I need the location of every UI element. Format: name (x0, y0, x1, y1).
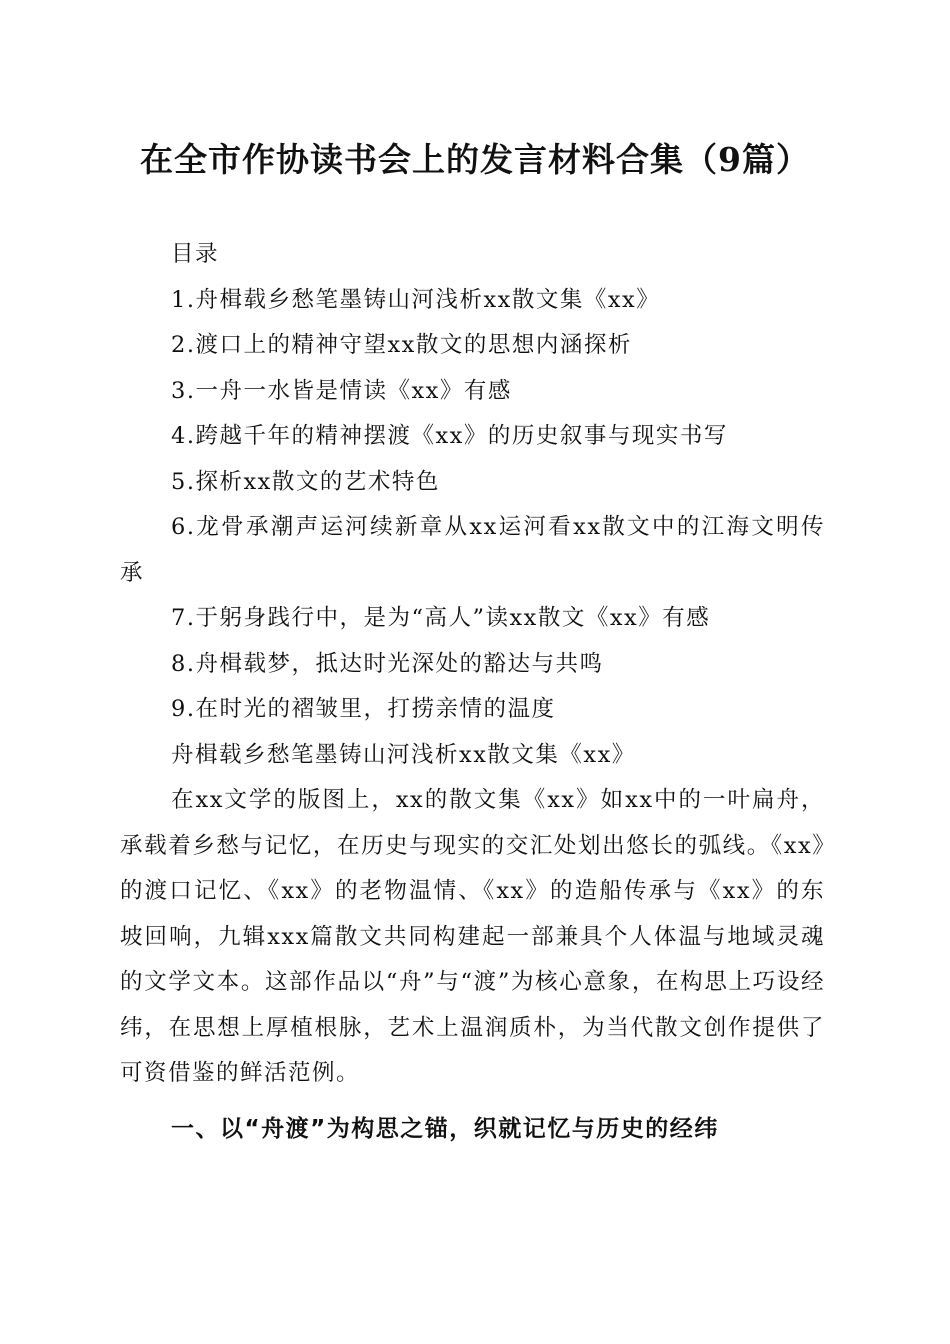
toc-item: 1.舟楫载乡愁笔墨铸山河浅析xx散文集《xx》 (171, 286, 661, 313)
toc-item: 9.在时光的褶皱里，打捞亲情的温度 (171, 696, 556, 722)
toc-item: 4.跨越千年的精神摆渡《xx》的历史叙事与现实书写 (171, 423, 728, 449)
toc-item: 3.一舟一水皆是情读《xx》有感 (171, 377, 512, 404)
document-body (120, 232, 825, 1157)
toc-item: 5.探析xx散文的艺术特色 (171, 468, 440, 495)
toc-item: 6.龙骨承潮声运河续新章从xx运河看xx散文中的江海文明传承 (120, 514, 825, 586)
intro-paragraph: 在xx文学的版图上，xx的散文集《xx》如xx中的一叶扁舟，承载着乡愁与记忆，在历史与现实的交汇处划出悠长的弧线。《xx》的渡口记忆、《xx》的老物温情、《xx》的造船传承与《xx》的东坡回响，九辑xxx篇散文共同构建起一部兼具个人体温与地域灵魂的文学文本。这部作品以“舟”与“渡”为核心意象，在构思上巧设经纬，在思想上厚植根脉，艺术上温润质朴，为当代散文创作提供了可资借鉴的鲜活范例。 (120, 787, 825, 1086)
toc-label: 目录 (171, 241, 220, 267)
toc-item: 8.舟楫载梦，抵达时光深处的豁达与共鸣 (171, 650, 604, 677)
toc-item: 7.于躬身践行中，是为“高人”读xx散文《xx》有感 (171, 605, 711, 631)
section-title: 舟楫载乡愁笔墨铸山河浅析xx散文集《xx》 (171, 741, 636, 768)
document-title: 在全市作协读书会上的发言材料合集（9篇） (140, 140, 810, 179)
toc-item: 2.渡口上的精神守望xx散文的思想内涵探析 (171, 332, 632, 358)
section-heading: 一、以“舟渡”为构思之锚，织就记忆与历史的经纬 (171, 1115, 719, 1142)
